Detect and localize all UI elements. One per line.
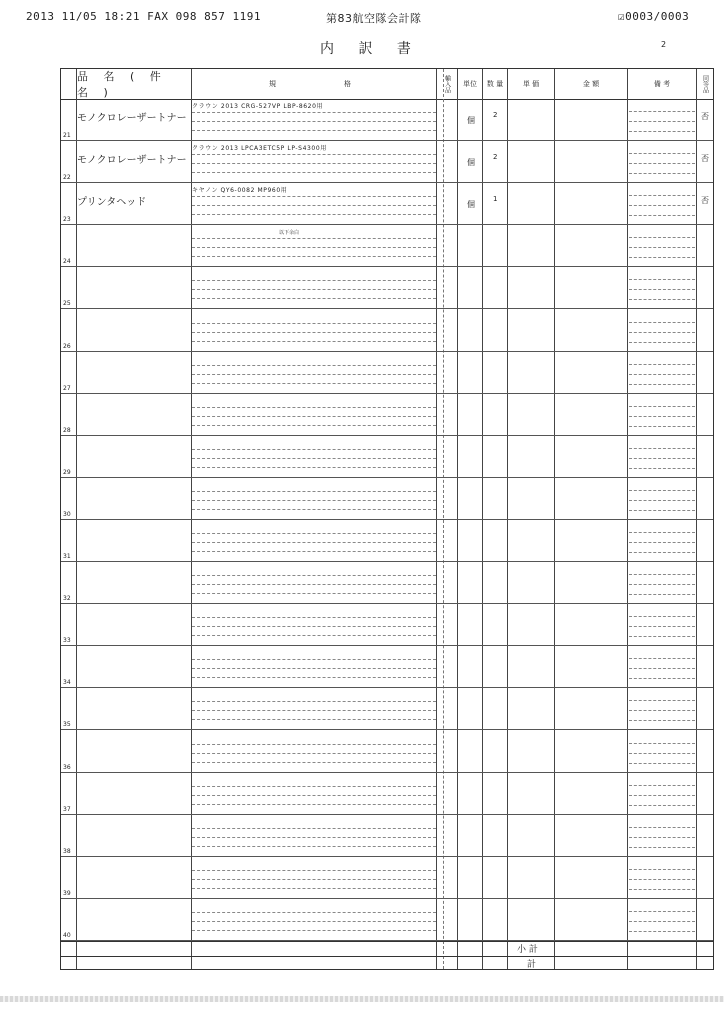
remarks-ruled-line: [629, 163, 695, 164]
spec-ruled-line: [192, 332, 436, 333]
col-answer: 同等品: [701, 75, 709, 93]
remarks-ruled-line: [629, 616, 695, 617]
spec-ruled-line: [192, 786, 436, 787]
col-remarks: 備 考: [653, 80, 671, 88]
remarks-ruled-line: [629, 626, 695, 627]
remarks-ruled-line: [629, 131, 695, 132]
total-row: [61, 956, 713, 972]
spec-ruled-line: [192, 280, 436, 281]
remarks-ruled-line: [629, 805, 695, 806]
row-number: 33: [63, 637, 71, 645]
remarks-ruled-line: [629, 299, 695, 300]
spec-ruled-line: [192, 383, 436, 384]
col-unit: 単位: [463, 80, 477, 88]
remarks-ruled-line: [629, 542, 695, 543]
fax-header-sender: 第83航空隊会計隊: [326, 12, 422, 25]
table-row: [61, 436, 713, 478]
col-spec: 規 格: [269, 80, 359, 88]
item-quantity: 1: [493, 195, 498, 204]
row-number: 23: [63, 216, 71, 224]
item-spec: キヤノン QY6-0082 MP960用: [192, 187, 288, 195]
item-spec: クラウン 2013 LPCA3ETC5P LP-S4300用: [192, 145, 327, 153]
spec-ruled-line: [192, 551, 436, 552]
spec-ruled-line: [192, 635, 436, 636]
spec-ruled-line: [192, 744, 436, 745]
remarks-ruled-line: [629, 827, 695, 828]
table-row: [61, 183, 713, 225]
item-quantity: 2: [493, 153, 498, 162]
fax-header-pages: ☑0003/0003: [618, 10, 690, 23]
spec-ruled-line: [192, 323, 436, 324]
remarks-ruled-line: [629, 490, 695, 491]
col-quantity: 数 量: [486, 80, 504, 88]
item-name: プリンタヘッド: [77, 197, 147, 209]
remarks-ruled-line: [629, 416, 695, 417]
spec-ruled-line: [192, 659, 436, 660]
spec-ruled-line: [192, 762, 436, 763]
spec-ruled-line: [192, 205, 436, 206]
row-number: 30: [63, 510, 71, 518]
table-row: [61, 99, 713, 141]
spec-ruled-line: [192, 828, 436, 829]
spec-ruled-line: [192, 121, 436, 122]
row-number: 27: [63, 384, 71, 392]
remarks-ruled-line: [629, 743, 695, 744]
col-item-name: 品 名 ( 件 名 ): [77, 70, 167, 99]
spec-ruled-line: [192, 542, 436, 543]
remarks-ruled-line: [629, 720, 695, 721]
row-number: 34: [63, 679, 71, 687]
spec-ruled-line: [192, 593, 436, 594]
remarks-ruled-line: [629, 847, 695, 848]
spec-ruled-line: [192, 617, 436, 618]
remarks-ruled-line: [629, 785, 695, 786]
spec-ruled-line: [192, 879, 436, 880]
table-row: [61, 646, 713, 688]
row-number: 32: [63, 595, 71, 603]
table-row: [61, 478, 713, 520]
spec-ruled-line: [192, 575, 436, 576]
remarks-ruled-line: [629, 215, 695, 216]
table-row: [61, 310, 713, 352]
remarks-ruled-line: [629, 532, 695, 533]
remarks-ruled-line: [629, 364, 695, 365]
remarks-ruled-line: [629, 879, 695, 880]
spec-ruled-line: [192, 710, 436, 711]
document-title: 内 訳 書: [320, 41, 421, 57]
remarks-ruled-line: [629, 322, 695, 323]
spec-ruled-line: [192, 416, 436, 417]
table-row: [61, 394, 713, 436]
spec-ruled-line: [192, 256, 436, 257]
remarks-ruled-line: [629, 237, 695, 238]
spec-ruled-line: [192, 130, 436, 131]
remarks-ruled-line: [629, 257, 695, 258]
remarks-ruled-line: [629, 173, 695, 174]
remarks-ruled-line: [629, 279, 695, 280]
spec-ruled-line: [192, 795, 436, 796]
spec-ruled-line: [192, 533, 436, 534]
remarks-ruled-line: [629, 795, 695, 796]
table-row: [61, 562, 713, 604]
spec-ruled-line: [192, 753, 436, 754]
spec-ruled-line: [192, 509, 436, 510]
remarks-ruled-line: [629, 700, 695, 701]
subtotal-row: [61, 941, 713, 957]
spec-ruled-line: [192, 154, 436, 155]
remarks-ruled-line: [629, 406, 695, 407]
table-row: [61, 520, 713, 562]
row-number: 26: [63, 342, 71, 350]
spec-ruled-line: [192, 888, 436, 889]
remarks-ruled-line: [629, 342, 695, 343]
remarks-ruled-line: [629, 374, 695, 375]
remarks-ruled-line: [629, 921, 695, 922]
row-number: 40: [63, 931, 71, 939]
spec-ruled-line: [192, 407, 436, 408]
table-row: [61, 141, 713, 183]
table-row: [61, 899, 713, 941]
spec-ruled-line: [192, 846, 436, 847]
remarks-ruled-line: [629, 668, 695, 669]
col-import: 輸入品: [443, 75, 451, 93]
spec-ruled-line: [192, 238, 436, 239]
remarks-ruled-line: [629, 332, 695, 333]
spec-ruled-line: [192, 912, 436, 913]
spec-ruled-line: [192, 804, 436, 805]
col-amount: 金 額: [582, 80, 600, 88]
remarks-ruled-line: [629, 889, 695, 890]
spec-ruled-line: [192, 930, 436, 931]
fax-header-left: 2013 11/05 18:21 FAX 098 857 1191: [26, 10, 262, 23]
remarks-ruled-line: [629, 384, 695, 385]
row-number: 24: [63, 258, 71, 266]
row-number: 39: [63, 889, 71, 897]
spec-ruled-line: [192, 921, 436, 922]
remarks-ruled-line: [629, 753, 695, 754]
item-quantity: 2: [493, 111, 498, 119]
total-label: 計: [527, 960, 537, 970]
remarks-ruled-line: [629, 468, 695, 469]
spec-ruled-line: [192, 677, 436, 678]
spec-ruled-line: [192, 214, 436, 215]
col-unit-price: 単 価: [522, 80, 540, 88]
row-number: 31: [63, 553, 71, 561]
spec-ruled-line: [192, 289, 436, 290]
fax-page-count: 0003/0003: [625, 10, 690, 23]
table-row: [61, 267, 713, 309]
item-spec: クラウン 2013 CRG-527VP LBP-8620用: [192, 103, 324, 110]
scan-artifact: [0, 996, 724, 1002]
spec-ruled-line: [192, 112, 436, 113]
table-row: [61, 857, 713, 899]
spec-ruled-line: [192, 837, 436, 838]
row-number: 35: [63, 721, 71, 729]
table-row: [61, 688, 713, 730]
remarks-ruled-line: [629, 121, 695, 122]
remarks-ruled-line: [629, 153, 695, 154]
spec-ruled-line: [192, 196, 436, 197]
row-number: 38: [63, 847, 71, 855]
item-name: モノクロレーザートナー: [77, 155, 187, 167]
spec-ruled-line: [192, 365, 436, 366]
remarks-ruled-line: [629, 426, 695, 427]
spec-ruled-line: [192, 491, 436, 492]
table-header: [61, 69, 713, 100]
spec-ruled-line: [192, 341, 436, 342]
page-number: 2: [661, 40, 667, 49]
remarks-ruled-line: [629, 111, 695, 112]
item-answer: 否: [701, 154, 709, 164]
row-number: 29: [63, 468, 71, 476]
spec-ruled-line: [192, 172, 436, 173]
row-number: 36: [63, 763, 71, 771]
table-row: [61, 352, 713, 394]
item-unit: 個: [467, 200, 475, 210]
table-row: [61, 731, 713, 773]
spec-ruled-line: [192, 458, 436, 459]
remarks-ruled-line: [629, 837, 695, 838]
remarks-ruled-line: [629, 710, 695, 711]
spec-ruled-line: [192, 298, 436, 299]
remarks-ruled-line: [629, 552, 695, 553]
remarks-ruled-line: [629, 289, 695, 290]
remarks-ruled-line: [629, 448, 695, 449]
item-unit: 個: [467, 116, 475, 125]
end-marker: 以下余白: [279, 230, 300, 237]
breakdown-table: [60, 68, 714, 970]
spec-ruled-line: [192, 163, 436, 164]
spec-ruled-line: [192, 425, 436, 426]
row-number: 25: [63, 300, 71, 308]
spec-ruled-line: [192, 584, 436, 585]
spec-ruled-line: [192, 719, 436, 720]
remarks-ruled-line: [629, 205, 695, 206]
remarks-ruled-line: [629, 678, 695, 679]
remarks-ruled-line: [629, 869, 695, 870]
remarks-ruled-line: [629, 658, 695, 659]
table-row: [61, 604, 713, 646]
remarks-ruled-line: [629, 458, 695, 459]
remarks-ruled-line: [629, 594, 695, 595]
remarks-ruled-line: [629, 247, 695, 248]
remarks-ruled-line: [629, 931, 695, 932]
remarks-ruled-line: [629, 636, 695, 637]
item-unit: 個: [467, 158, 475, 168]
table-row: [61, 773, 713, 815]
spec-ruled-line: [192, 449, 436, 450]
spec-ruled-line: [192, 247, 436, 248]
table-row: [61, 815, 713, 857]
item-name: モノクロレーザートナー: [77, 113, 187, 124]
row-number: 21: [63, 132, 71, 140]
spec-ruled-line: [192, 467, 436, 468]
row-number: 22: [63, 174, 71, 182]
item-answer: 否: [701, 196, 709, 206]
table-row: [61, 225, 713, 267]
spec-ruled-line: [192, 374, 436, 375]
spec-ruled-line: [192, 701, 436, 702]
spec-ruled-line: [192, 668, 436, 669]
remarks-ruled-line: [629, 195, 695, 196]
spec-ruled-line: [192, 626, 436, 627]
remarks-ruled-line: [629, 763, 695, 764]
spec-ruled-line: [192, 500, 436, 501]
subtotal-label: 小 計: [517, 945, 538, 955]
spec-ruled-line: [192, 870, 436, 871]
row-number: 28: [63, 426, 71, 434]
remarks-ruled-line: [629, 500, 695, 501]
row-number: 37: [63, 805, 71, 813]
remarks-ruled-line: [629, 911, 695, 912]
remarks-ruled-line: [629, 584, 695, 585]
remarks-ruled-line: [629, 510, 695, 511]
remarks-ruled-line: [629, 574, 695, 575]
item-answer: 否: [701, 112, 709, 121]
